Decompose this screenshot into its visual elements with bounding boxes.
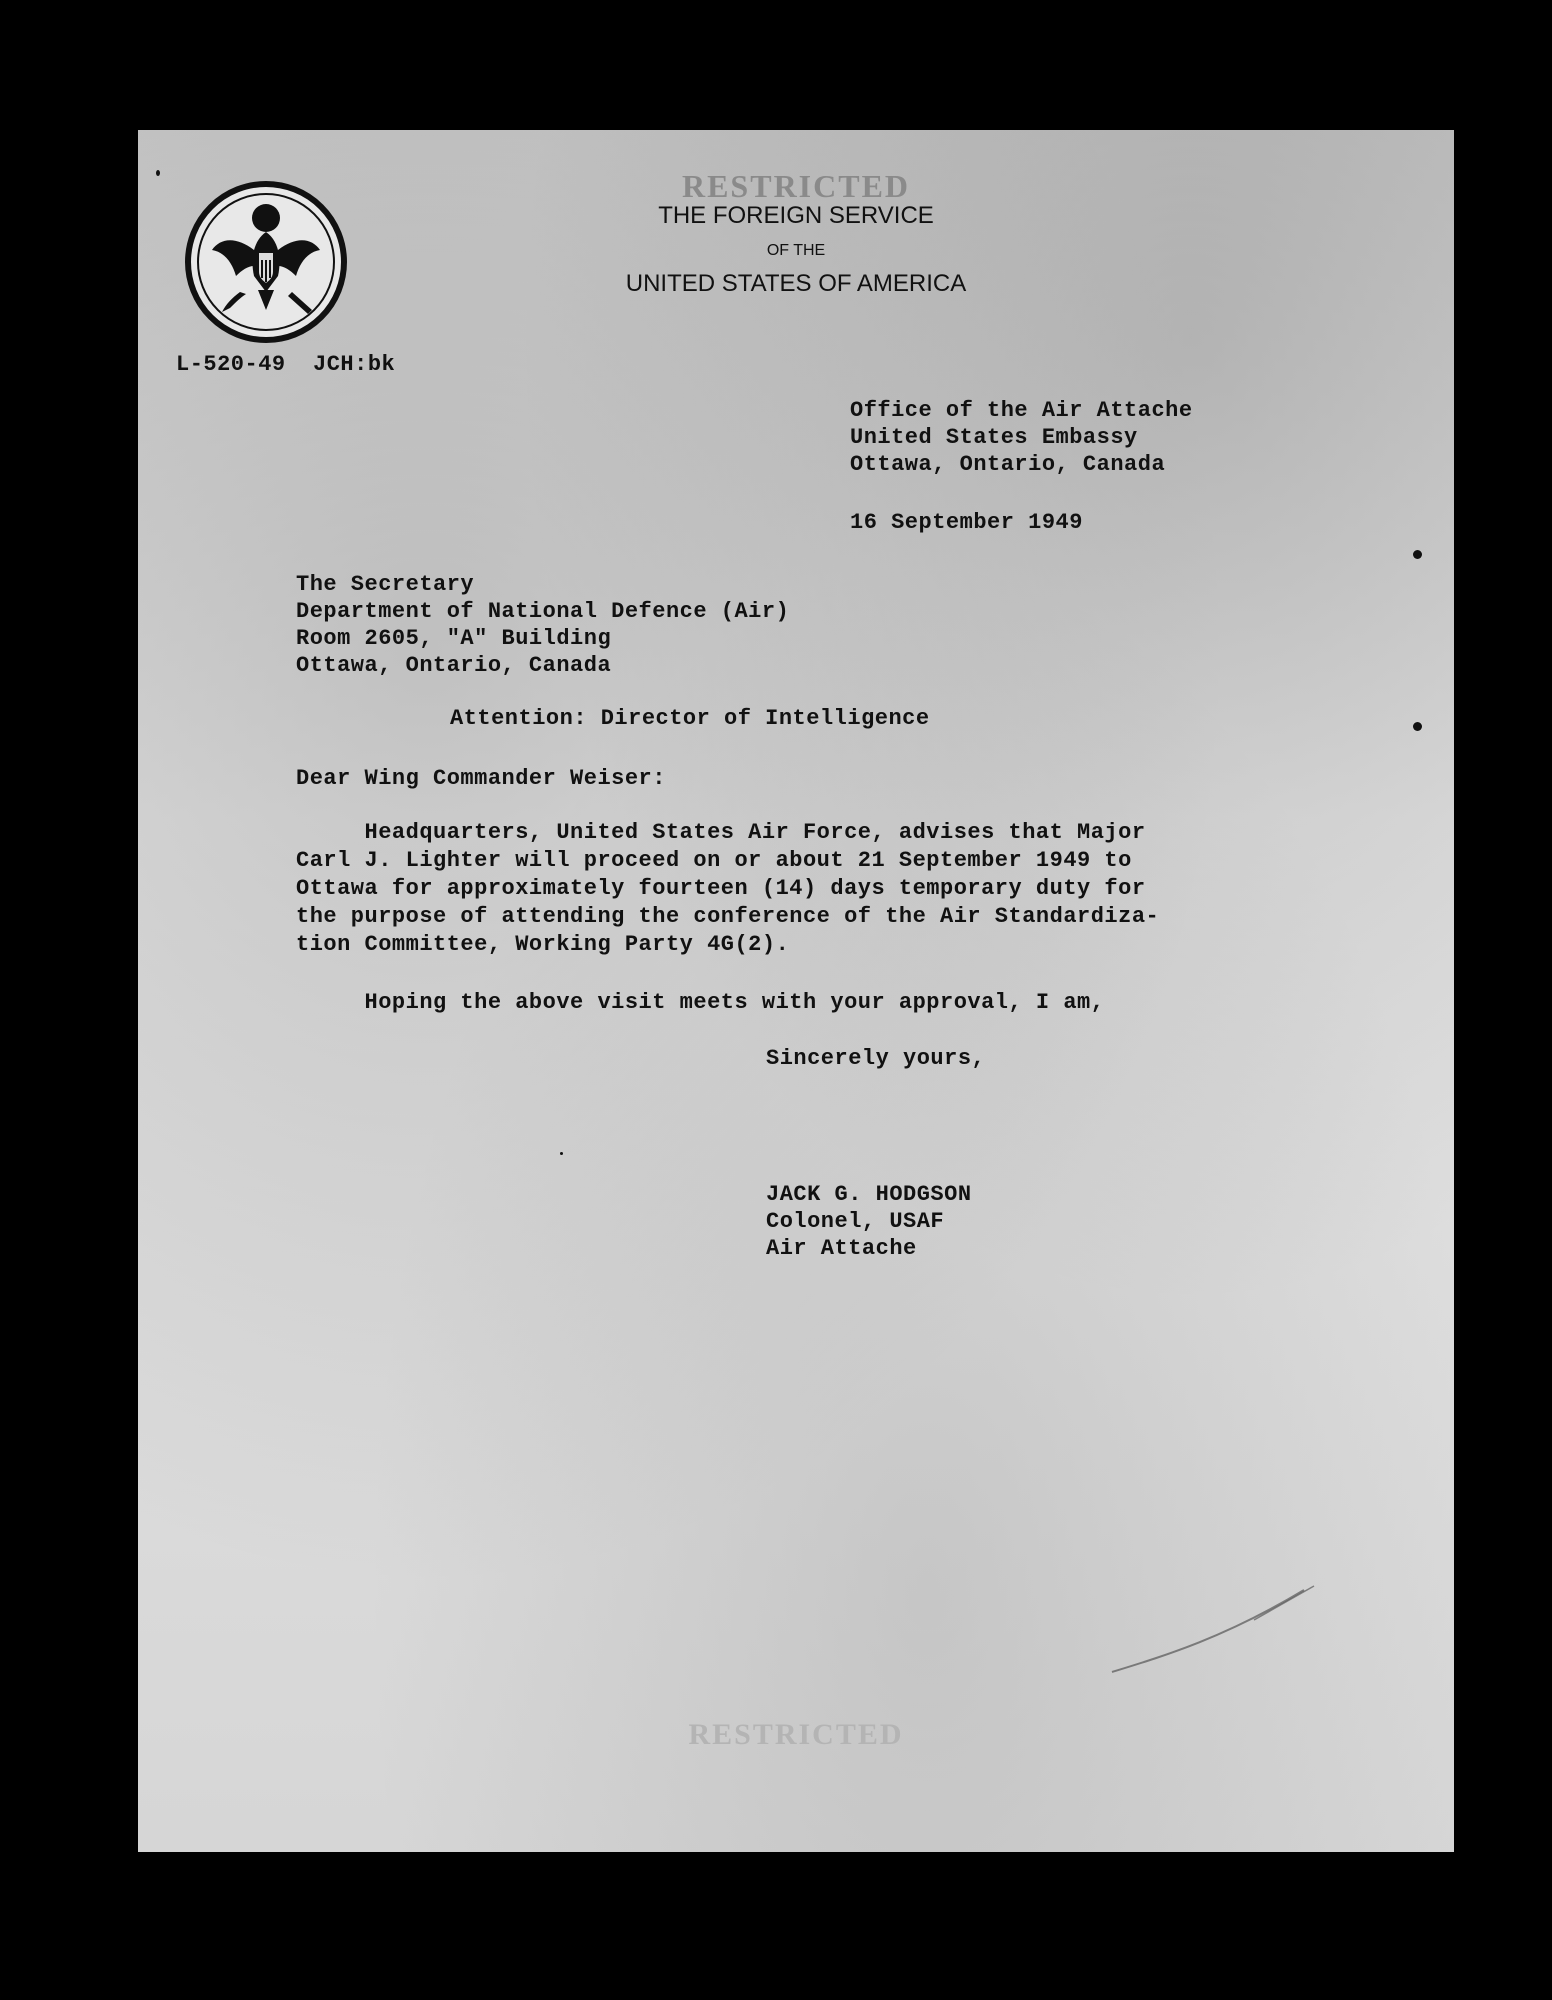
body-line: the purpose of attending the conference of the Air Standardiza-: [296, 904, 1160, 929]
signer-title: Air Attache: [766, 1236, 917, 1261]
body-paragraph-1: [296, 820, 1159, 957]
attention-line: Attention: Director of Intelligence: [450, 706, 930, 731]
salutation: Dear Wing Commander Weiser:: [296, 766, 666, 791]
speck: [156, 170, 160, 176]
recipient-address-line: Room 2605, "A" Building: [296, 626, 612, 651]
header-united-states: UNITED STATES OF AMERICA: [625, 270, 967, 297]
recipient-address-line: The Secretary: [296, 572, 475, 597]
file-reference: L-520-49 JCH:bk: [176, 352, 396, 377]
body-line: tion Committee, Working Party 4G(2).: [296, 932, 790, 957]
signer-name: JACK G. HODGSON: [766, 1182, 972, 1207]
sender-address-line: United States Embassy: [850, 425, 1138, 450]
signature-block: [766, 1182, 972, 1261]
header-of-the: OF THE: [766, 242, 826, 259]
punch-hole: [1413, 722, 1422, 731]
sender-address-line: Office of the Air Attache: [850, 398, 1193, 423]
sender-address: [850, 398, 1193, 477]
body-paragraph-2: Hoping the above visit meets with your approval, I am,: [296, 990, 1105, 1015]
pencil-mark: [1104, 1580, 1324, 1680]
body-line: Headquarters, United States Air Force, advises that Major: [296, 820, 1146, 845]
signer-rank: Colonel, USAF: [766, 1209, 945, 1234]
punch-hole: [1413, 550, 1422, 559]
speck: [560, 1152, 563, 1155]
recipient-address: [296, 572, 789, 678]
letter-page: [138, 130, 1454, 1852]
body-line: Carl J. Lighter will proceed on or about 21 September 1949 to: [296, 848, 1132, 873]
closing: Sincerely yours,: [766, 1046, 986, 1071]
sender-address-line: Ottawa, Ontario, Canada: [850, 452, 1166, 477]
letter-date: 16 September 1949: [850, 510, 1083, 535]
header-foreign-service: THE FOREIGN SERVICE: [658, 202, 934, 229]
recipient-address-line: Ottawa, Ontario, Canada: [296, 653, 612, 678]
classification-stamp-top: RESTRICTED: [681, 168, 911, 204]
recipient-address-line: Department of National Defence (Air): [296, 599, 790, 624]
body-line: Ottawa for approximately fourteen (14) days temporary duty for: [296, 876, 1146, 901]
classification-stamp-bottom: RESTRICTED: [688, 1718, 904, 1751]
